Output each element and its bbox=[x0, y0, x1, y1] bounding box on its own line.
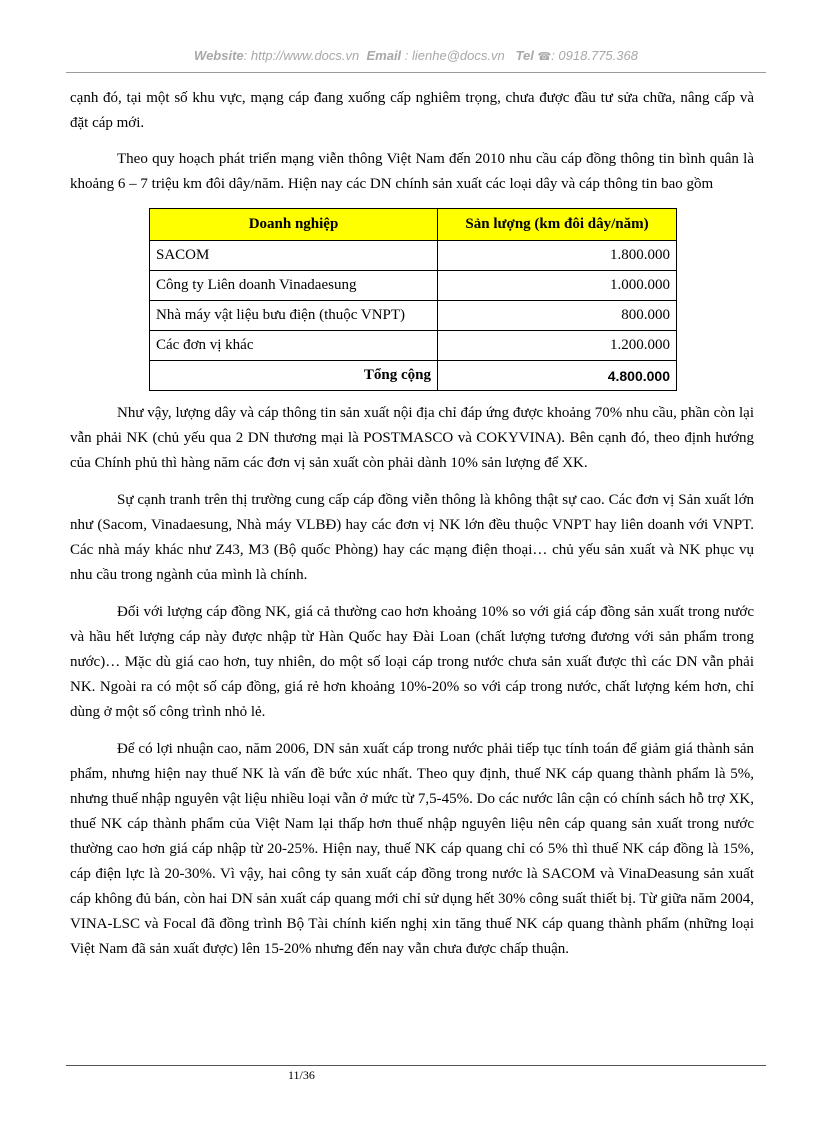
company-cell: Các đơn vị khác bbox=[150, 331, 438, 361]
company-cell: Nhà máy vật liệu bưu điện (thuộc VNPT) bbox=[150, 301, 438, 331]
tel-label: Tel bbox=[515, 48, 534, 63]
website-label: Website bbox=[194, 48, 244, 63]
total-value: 4.800.000 bbox=[438, 361, 677, 391]
table-header-row bbox=[150, 209, 677, 241]
paragraph-2: Như vậy, lượng dây và cáp thông tin sản xuất nội địa chỉ đáp ứng được khoảng 70% nhu cầu, phần còn lại vẫn phải NK (chủ yếu qua 2 DN thương mại là POSTMASCO và COKYVINA). Bên cạnh đó, theo định hướng của Chính phủ thì hàng năm các đơn vị sản xuất còn phải dành 10% sản lượng để XK. bbox=[70, 405, 754, 471]
output-cell: 1.200.000 bbox=[438, 331, 677, 361]
paragraph-5: Để có lợi nhuận cao, năm 2006, DN sản xuất cáp trong nước phải tiếp tục tính toán để giảm giá thành sản phẩm, nhưng hiện nay thuế NK là vấn đề bức xúc nhất. Theo quy định, thuế NK cáp quang thành phẩm là 5%, nhưng thuế nhập nguyên vật liệu nhiều loại vẫn ở mức từ 7,5-45%. Do các nước lân cận có chính sách hỗ trợ XK, thuế NK cáp thành phẩm của Việt Nam lại thấp hơn thuế nhập nguyên liệu nên cáp quang sản xuất trong nước thường cao hơn giá cáp nhập từ 20-25%. Hiện nay, thuế NK cáp quang chỉ có 5% thì thuế NK cáp đồng là 15%, cáp điện lực là 20-30%. Vì vậy, hai công ty sản xuất cáp đồng trong nước là SACOM và VinaDeasung sản xuất cáp không đủ bán, còn hai DN sản xuất cáp quang mới chỉ sử dụng hết 30% công suất thiết bị. Từ giữa năm 2004, VINA-LSC và Focal đã đồng trình Bộ Tài chính kiến nghị xin tăng thuế NK cáp quang thành phẩm (những loại Việt Nam đã sản xuất được) lên 15-20% nhưng đến nay vẫn chưa được chấp thuận. bbox=[70, 741, 754, 957]
page-number: 11/36 bbox=[288, 1068, 315, 1082]
page-content bbox=[70, 86, 754, 974]
website-value: : http://www.docs.vn bbox=[243, 48, 360, 63]
tel-value: : 0918.775.368 bbox=[551, 48, 638, 63]
phone-icon: ☎ bbox=[537, 51, 552, 63]
paragraph-4: Đối với lượng cáp đồng NK, giá cả thường cao hơn khoảng 10% so với giá cáp đồng sản xuất trong nước và hầu hết lượng cáp này được nhập từ Hàn Quốc hay Đài Loan (chất lượng tương đương với sản phẩm trong nước)… Mặc dù giá cao hơn, tuy nhiên, do một số loại cáp trong nước chưa sản xuất được thì các DN vẫn phải NK. Ngoài ra có một số cáp đồng, giá rẻ hơn khoảng 10%-20% so với cáp trong nước, chất lượng kém hơn, chỉ dùng ở một số công trình nhỏ lẻ. bbox=[70, 604, 754, 720]
output-cell: 1.000.000 bbox=[438, 271, 677, 301]
table-row bbox=[150, 301, 677, 331]
table-total-row bbox=[150, 361, 677, 391]
email-label: Email bbox=[366, 48, 402, 63]
table-row bbox=[150, 331, 677, 361]
paragraph-3: Sự cạnh tranh trên thị trường cung cấp cáp đồng viễn thông là không thật sự cao. Các đơn vị Sản xuất lớn như (Sacom, Vinadaesung, Nhà máy VLBĐ) hay các đơn vị NK lớn đều thuộc VNPT hay liên doanh với VNPT. Các nhà máy khác như Z43, M3 (Bộ quốc Phòng) hay các mạng điện thoại… chủ yếu sản xuất và NK phục vụ nhu cầu trong ngành của mình là chính. bbox=[70, 492, 754, 583]
paragraph-1: Theo quy hoạch phát triển mạng viễn thông Việt Nam đến 2010 nhu cầu cáp đồng thông tin bình quân là khoảng 6 – 7 triệu km đôi dây/năm. Hiện nay các DN chính sản xuất các loại dây và cáp thông tin bao gồm bbox=[70, 151, 754, 192]
footer-divider bbox=[66, 1065, 766, 1066]
total-label: Tổng cộng bbox=[150, 361, 438, 391]
header-company: Doanh nghiệp bbox=[150, 209, 438, 241]
company-cell: SACOM bbox=[150, 241, 438, 271]
email-value: : lienhe@docs.vn bbox=[404, 48, 505, 63]
table-row bbox=[150, 241, 677, 271]
producer-table-wrapper bbox=[70, 208, 754, 391]
output-cell: 1.800.000 bbox=[438, 241, 677, 271]
header-output: Sản lượng (km đôi dây/năm) bbox=[438, 209, 677, 241]
paragraph-continuation: cạnh đó, tại một số khu vực, mạng cáp đang xuống cấp nghiêm trọng, chưa được đầu tư sửa chữa, nâng cấp và đặt cáp mới. bbox=[70, 90, 754, 131]
page-header bbox=[66, 40, 766, 73]
producer-table bbox=[149, 208, 677, 391]
company-cell: Công ty Liên doanh Vinadaesung bbox=[150, 271, 438, 301]
output-cell: 800.000 bbox=[438, 301, 677, 331]
table-row bbox=[150, 271, 677, 301]
